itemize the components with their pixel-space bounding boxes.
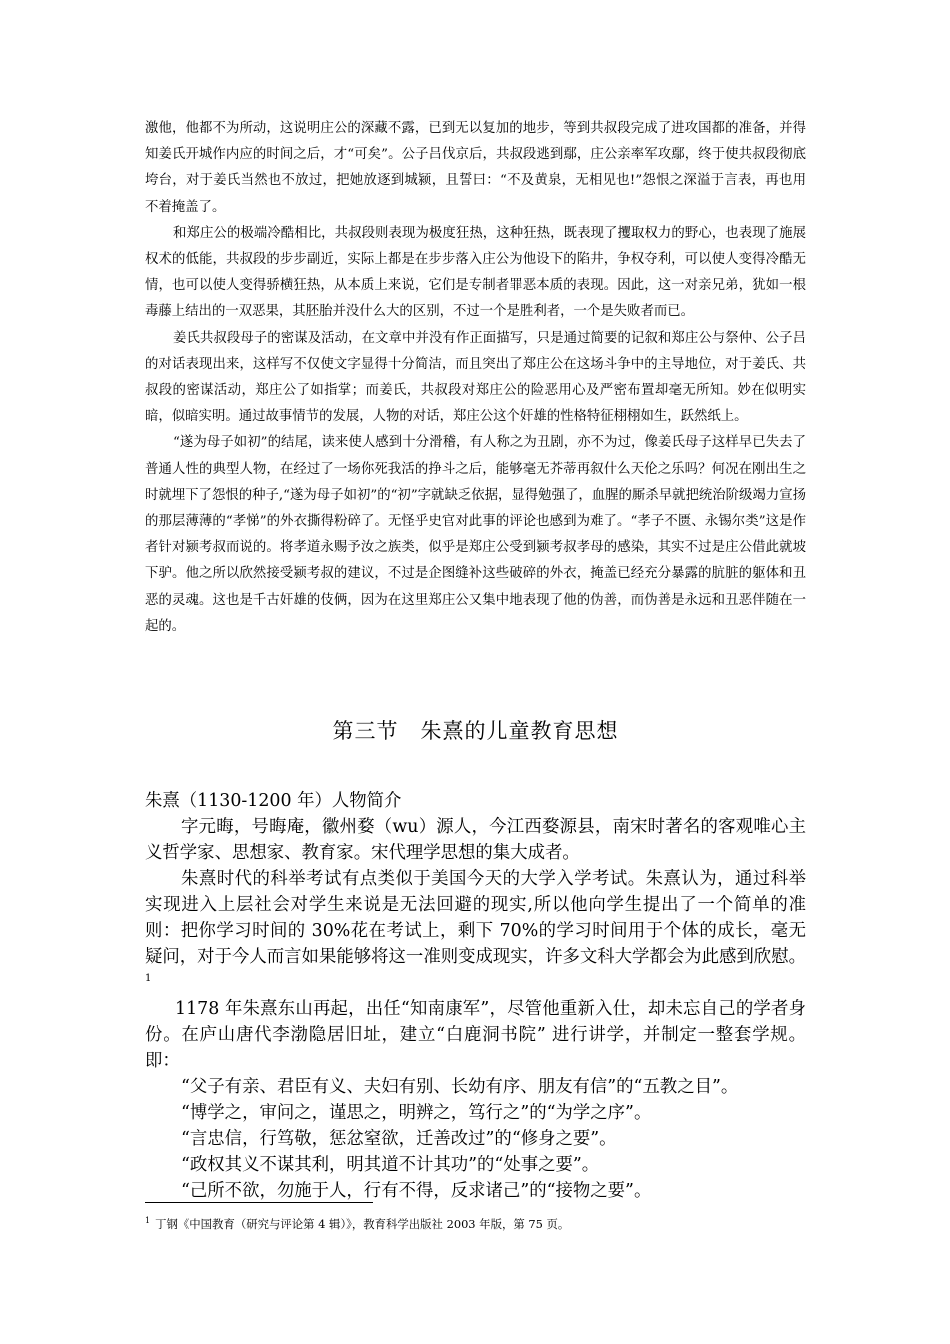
footnote xyxy=(145,1213,806,1232)
paragraph: “遂为母子如初”的结尾，读来使人感到十分滑稽，有人称之为丑剧，亦不为过，像姜氏母子这样早已失去了普通人性的典型人物，在经过了一场你死我活的挣斗之后，能够毫无芥蒂再叙什么天伦之乐吗？何况在刚出生之时就埋下了怨恨的种子,“遂为母子如初”的“初”字就缺乏依据，显得勉强了，血腥的厮杀早就把统治阶级竭力宣扬的那层薄薄的“孝悌”的外衣撕得粉碎了。无怪乎史官对此事的评论也感到为难了。“孝子不匮、永锡尔类”这是作者针对颍考叔而说的。将孝道永赐予汝之族类，似乎是郑庄公受到颍考叔孝母的感染，其实不过是庄公借此就坡下驴。他之所以欣然接受颍考叔的建议，不过是企图缝补这些破碎的外衣，掩盖已经充分暴露的肮脏的躯体和丑恶的灵魂。这也是千古奸雄的伎俩，因为在这里郑庄公又集中地表现了他的伪善，而伪善是永远和丑恶伴随在一起的。 xyxy=(145,435,806,634)
zhu-xi-section xyxy=(145,788,806,1204)
intro-heading: 朱熹（1130-1200 年）人物简介 xyxy=(145,791,402,811)
footnote-mark: 1 xyxy=(145,1216,151,1225)
paragraph: 和郑庄公的极端冷酷相比，共叔段则表现为极度狂热，这种狂热，既表现了攫取权力的野心，也表现了施展权术的低能，共叔段的步步副近，实际上都是在步步落入庄公为他设下的陷井，争权夺利，可以使人变得冷酷无情，也可以使人变得骄横狂热，从本质上来说，它们是专制者罪恶本质的表现。因此，这一对亲兄弟，犹如一根毒藤上结出的一双恶果，其胚胎并没什么大的区别，不过一个是胜利者，一个是失败者而已。 xyxy=(145,225,806,320)
commentary-section xyxy=(145,116,806,640)
rule-item: “己所不欲，勿施于人，行有不得，反求诸己”的“接物之要”。 xyxy=(181,1181,652,1201)
rule-item: “言忠信，行笃敬，惩忿窒欲，迁善改过”的“修身之要”。 xyxy=(181,1129,617,1149)
exam-paragraph xyxy=(145,866,806,996)
footnote-text: 丁钢《中国教育（研究与评论第 4 辑）》，教育科学出版社 2003 年版，第 75 页。 xyxy=(155,1216,570,1231)
bio-paragraph: 字元晦，号晦庵，徽州婺（wu）源人，今江西婺源县，南宋时著名的客观唯心主义哲学家、思想家、教育家。宋代理学思想的集大成者。 xyxy=(145,817,806,863)
academy-paragraph: 1178 年朱熹东山再起，出任“知南康军”，尽管他重新入仕，却未忘自己的学者身份。在庐山唐代李渤隐居旧址，建立“白鹿洞书院” 进行讲学，并制定一整套学规。即： xyxy=(145,999,806,1071)
rule-item: “博学之，审问之，谨思之，明辨之，笃行之”的“为学之序”。 xyxy=(181,1103,652,1123)
section-title: 第三节 朱熹的儿童教育思想 xyxy=(332,719,619,743)
footnote-reference[interactable]: 1 xyxy=(145,973,152,985)
footnote-separator xyxy=(145,1202,373,1203)
rule-item: “父子有亲、君臣有义、夫妇有别、长幼有序、朋友有信”的“五教之目”。 xyxy=(181,1077,739,1097)
paragraph: 激他，他都不为所动，这说明庄公的深藏不露，已到无以复加的地步，等到共叔段完成了进攻国都的准备，并得知姜氏开城作内应的时间之后，才“可矣”。公子吕伐京后，共叔段逃到鄢，庄公亲率军攻鄢，终于使共叔段彻底垮台，对于姜氏当然也不放过，把她放逐到城颍，且誓曰：“不及黄泉，无相见也!”怨恨之深溢于言表，再也用不着掩盖了。 xyxy=(145,121,806,215)
exam-paragraph-text: 朱熹时代的科举考试有点类似于美国今天的大学入学考试。朱熹认为，通过科举实现进入上层社会对学生来说是无法回避的现实,所以他向学生提出了一个简单的准则：把你学习时间的 30%花在考试上，剩下 70%的学习时间用于个体的成长，毫无疑问，对于今人而言如果能够将这一准则变成现实，许多文科大学都会为此感到欣慰。 xyxy=(145,869,806,967)
paragraph: 姜氏共叔段母子的密谋及活动，在文章中并没有作正面描写，只是通过简要的记叙和郑庄公与祭仲、公子吕的对话表现出来，这样写不仅使文字显得十分简洁，而且突出了郑庄公在这场斗争中的主导地位，对于姜氏、共叔段的密谋活动，郑庄公了如指掌；而姜氏，共叔段对郑庄公的险恶用心及严密布置却毫无所知。妙在似明实暗，似暗实明。通过故事情节的发展，人物的对话，郑庄公这个奸雄的性格特征栩栩如生，跃然纸上。 xyxy=(145,330,806,425)
rule-item: “政权其义不谋其利，明其道不计其功”的“处事之要”。 xyxy=(181,1155,600,1175)
